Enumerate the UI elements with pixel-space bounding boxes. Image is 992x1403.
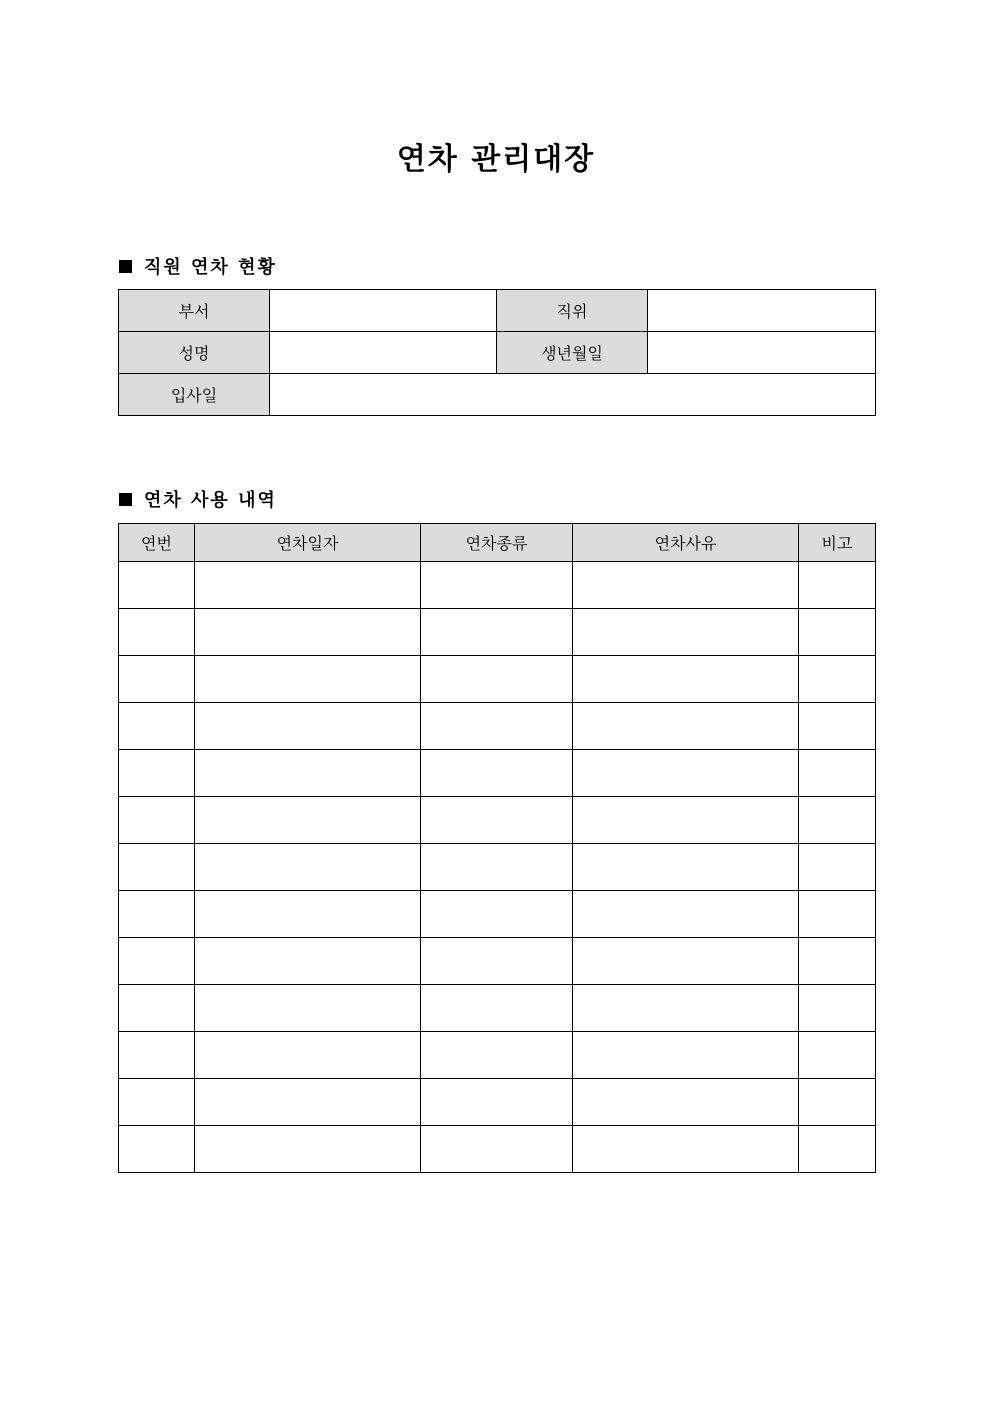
note-cell[interactable]: [799, 1032, 876, 1079]
note-cell[interactable]: [799, 844, 876, 891]
table-row: [119, 656, 876, 703]
type-cell[interactable]: [421, 1032, 573, 1079]
date-cell[interactable]: [195, 703, 421, 750]
reason-cell[interactable]: [573, 985, 799, 1032]
seq-cell[interactable]: [119, 938, 195, 985]
seq-cell[interactable]: [119, 656, 195, 703]
seq-cell[interactable]: [119, 609, 195, 656]
leave-rows: [119, 562, 876, 1173]
date-cell[interactable]: [195, 985, 421, 1032]
square-bullet-icon: [119, 493, 132, 506]
date-cell[interactable]: [195, 1079, 421, 1126]
type-cell[interactable]: [421, 703, 573, 750]
seq-cell[interactable]: [119, 797, 195, 844]
table-row: [119, 938, 876, 985]
section-heading-leave-history: [119, 486, 277, 512]
note-cell[interactable]: [799, 891, 876, 938]
seq-cell[interactable]: [119, 985, 195, 1032]
table-row: [119, 985, 876, 1032]
seq-cell[interactable]: [119, 1126, 195, 1173]
seq-cell[interactable]: [119, 1032, 195, 1079]
column-header-date: 연차일자: [195, 524, 421, 562]
note-cell[interactable]: [799, 985, 876, 1032]
type-cell[interactable]: [421, 844, 573, 891]
type-cell[interactable]: [421, 1126, 573, 1173]
table-row: [119, 703, 876, 750]
date-cell[interactable]: [195, 656, 421, 703]
seq-cell[interactable]: [119, 844, 195, 891]
reason-cell[interactable]: [573, 1032, 799, 1079]
table-row: [119, 797, 876, 844]
note-cell[interactable]: [799, 1079, 876, 1126]
name-label: 성명: [119, 332, 270, 374]
table-row: [119, 891, 876, 938]
table-row: [119, 844, 876, 891]
seq-cell[interactable]: [119, 750, 195, 797]
column-header-type: 연차종류: [421, 524, 573, 562]
seq-cell[interactable]: [119, 703, 195, 750]
date-cell[interactable]: [195, 891, 421, 938]
type-cell[interactable]: [421, 891, 573, 938]
column-header-seq: 연번: [119, 524, 195, 562]
type-cell[interactable]: [421, 985, 573, 1032]
reason-cell[interactable]: [573, 656, 799, 703]
reason-cell[interactable]: [573, 938, 799, 985]
reason-cell[interactable]: [573, 750, 799, 797]
table-row: [119, 290, 876, 332]
department-label: 부서: [119, 290, 270, 332]
type-cell[interactable]: [421, 938, 573, 985]
birthdate-label: 생년월일: [497, 332, 648, 374]
reason-cell[interactable]: [573, 844, 799, 891]
date-cell[interactable]: [195, 750, 421, 797]
table-row: [119, 562, 876, 609]
type-cell[interactable]: [421, 797, 573, 844]
section-heading-employee-status: [119, 253, 277, 279]
type-cell[interactable]: [421, 656, 573, 703]
note-cell[interactable]: [799, 609, 876, 656]
table-row: [119, 1126, 876, 1173]
seq-cell[interactable]: [119, 891, 195, 938]
type-cell[interactable]: [421, 750, 573, 797]
position-field[interactable]: [648, 290, 876, 332]
date-cell[interactable]: [195, 844, 421, 891]
seq-cell[interactable]: [119, 1079, 195, 1126]
section-heading-label: 직원 연차 현황: [144, 257, 277, 278]
reason-cell[interactable]: [573, 703, 799, 750]
note-cell[interactable]: [799, 703, 876, 750]
hire-date-label: 입사일: [119, 374, 270, 416]
name-field[interactable]: [270, 332, 497, 374]
table-row: [119, 1079, 876, 1126]
table-row: [119, 374, 876, 416]
type-cell[interactable]: [421, 609, 573, 656]
seq-cell[interactable]: [119, 562, 195, 609]
date-cell[interactable]: [195, 1126, 421, 1173]
type-cell[interactable]: [421, 562, 573, 609]
reason-cell[interactable]: [573, 891, 799, 938]
note-cell[interactable]: [799, 562, 876, 609]
square-bullet-icon: [119, 260, 132, 273]
reason-cell[interactable]: [573, 1079, 799, 1126]
employee-info-table: [118, 289, 876, 416]
note-cell[interactable]: [799, 1126, 876, 1173]
date-cell[interactable]: [195, 609, 421, 656]
note-cell[interactable]: [799, 797, 876, 844]
note-cell[interactable]: [799, 750, 876, 797]
date-cell[interactable]: [195, 1032, 421, 1079]
table-row: [119, 609, 876, 656]
reason-cell[interactable]: [573, 797, 799, 844]
section-heading-label: 연차 사용 내역: [144, 490, 277, 511]
note-cell[interactable]: [799, 656, 876, 703]
leave-history-table: [118, 523, 876, 1173]
date-cell[interactable]: [195, 938, 421, 985]
table-header-row: [119, 524, 876, 562]
position-label: 직위: [497, 290, 648, 332]
hire-date-field[interactable]: [270, 374, 876, 416]
date-cell[interactable]: [195, 797, 421, 844]
type-cell[interactable]: [421, 1079, 573, 1126]
column-header-reason: 연차사유: [573, 524, 799, 562]
department-field[interactable]: [270, 290, 497, 332]
reason-cell[interactable]: [573, 609, 799, 656]
birthdate-field[interactable]: [648, 332, 876, 374]
page-title: 연차 관리대장: [396, 142, 596, 177]
date-cell[interactable]: [195, 562, 421, 609]
reason-cell[interactable]: [573, 562, 799, 609]
table-row: [119, 750, 876, 797]
note-cell[interactable]: [799, 938, 876, 985]
table-row: [119, 1032, 876, 1079]
reason-cell[interactable]: [573, 1126, 799, 1173]
column-header-note: 비고: [799, 524, 876, 562]
table-row: [119, 332, 876, 374]
